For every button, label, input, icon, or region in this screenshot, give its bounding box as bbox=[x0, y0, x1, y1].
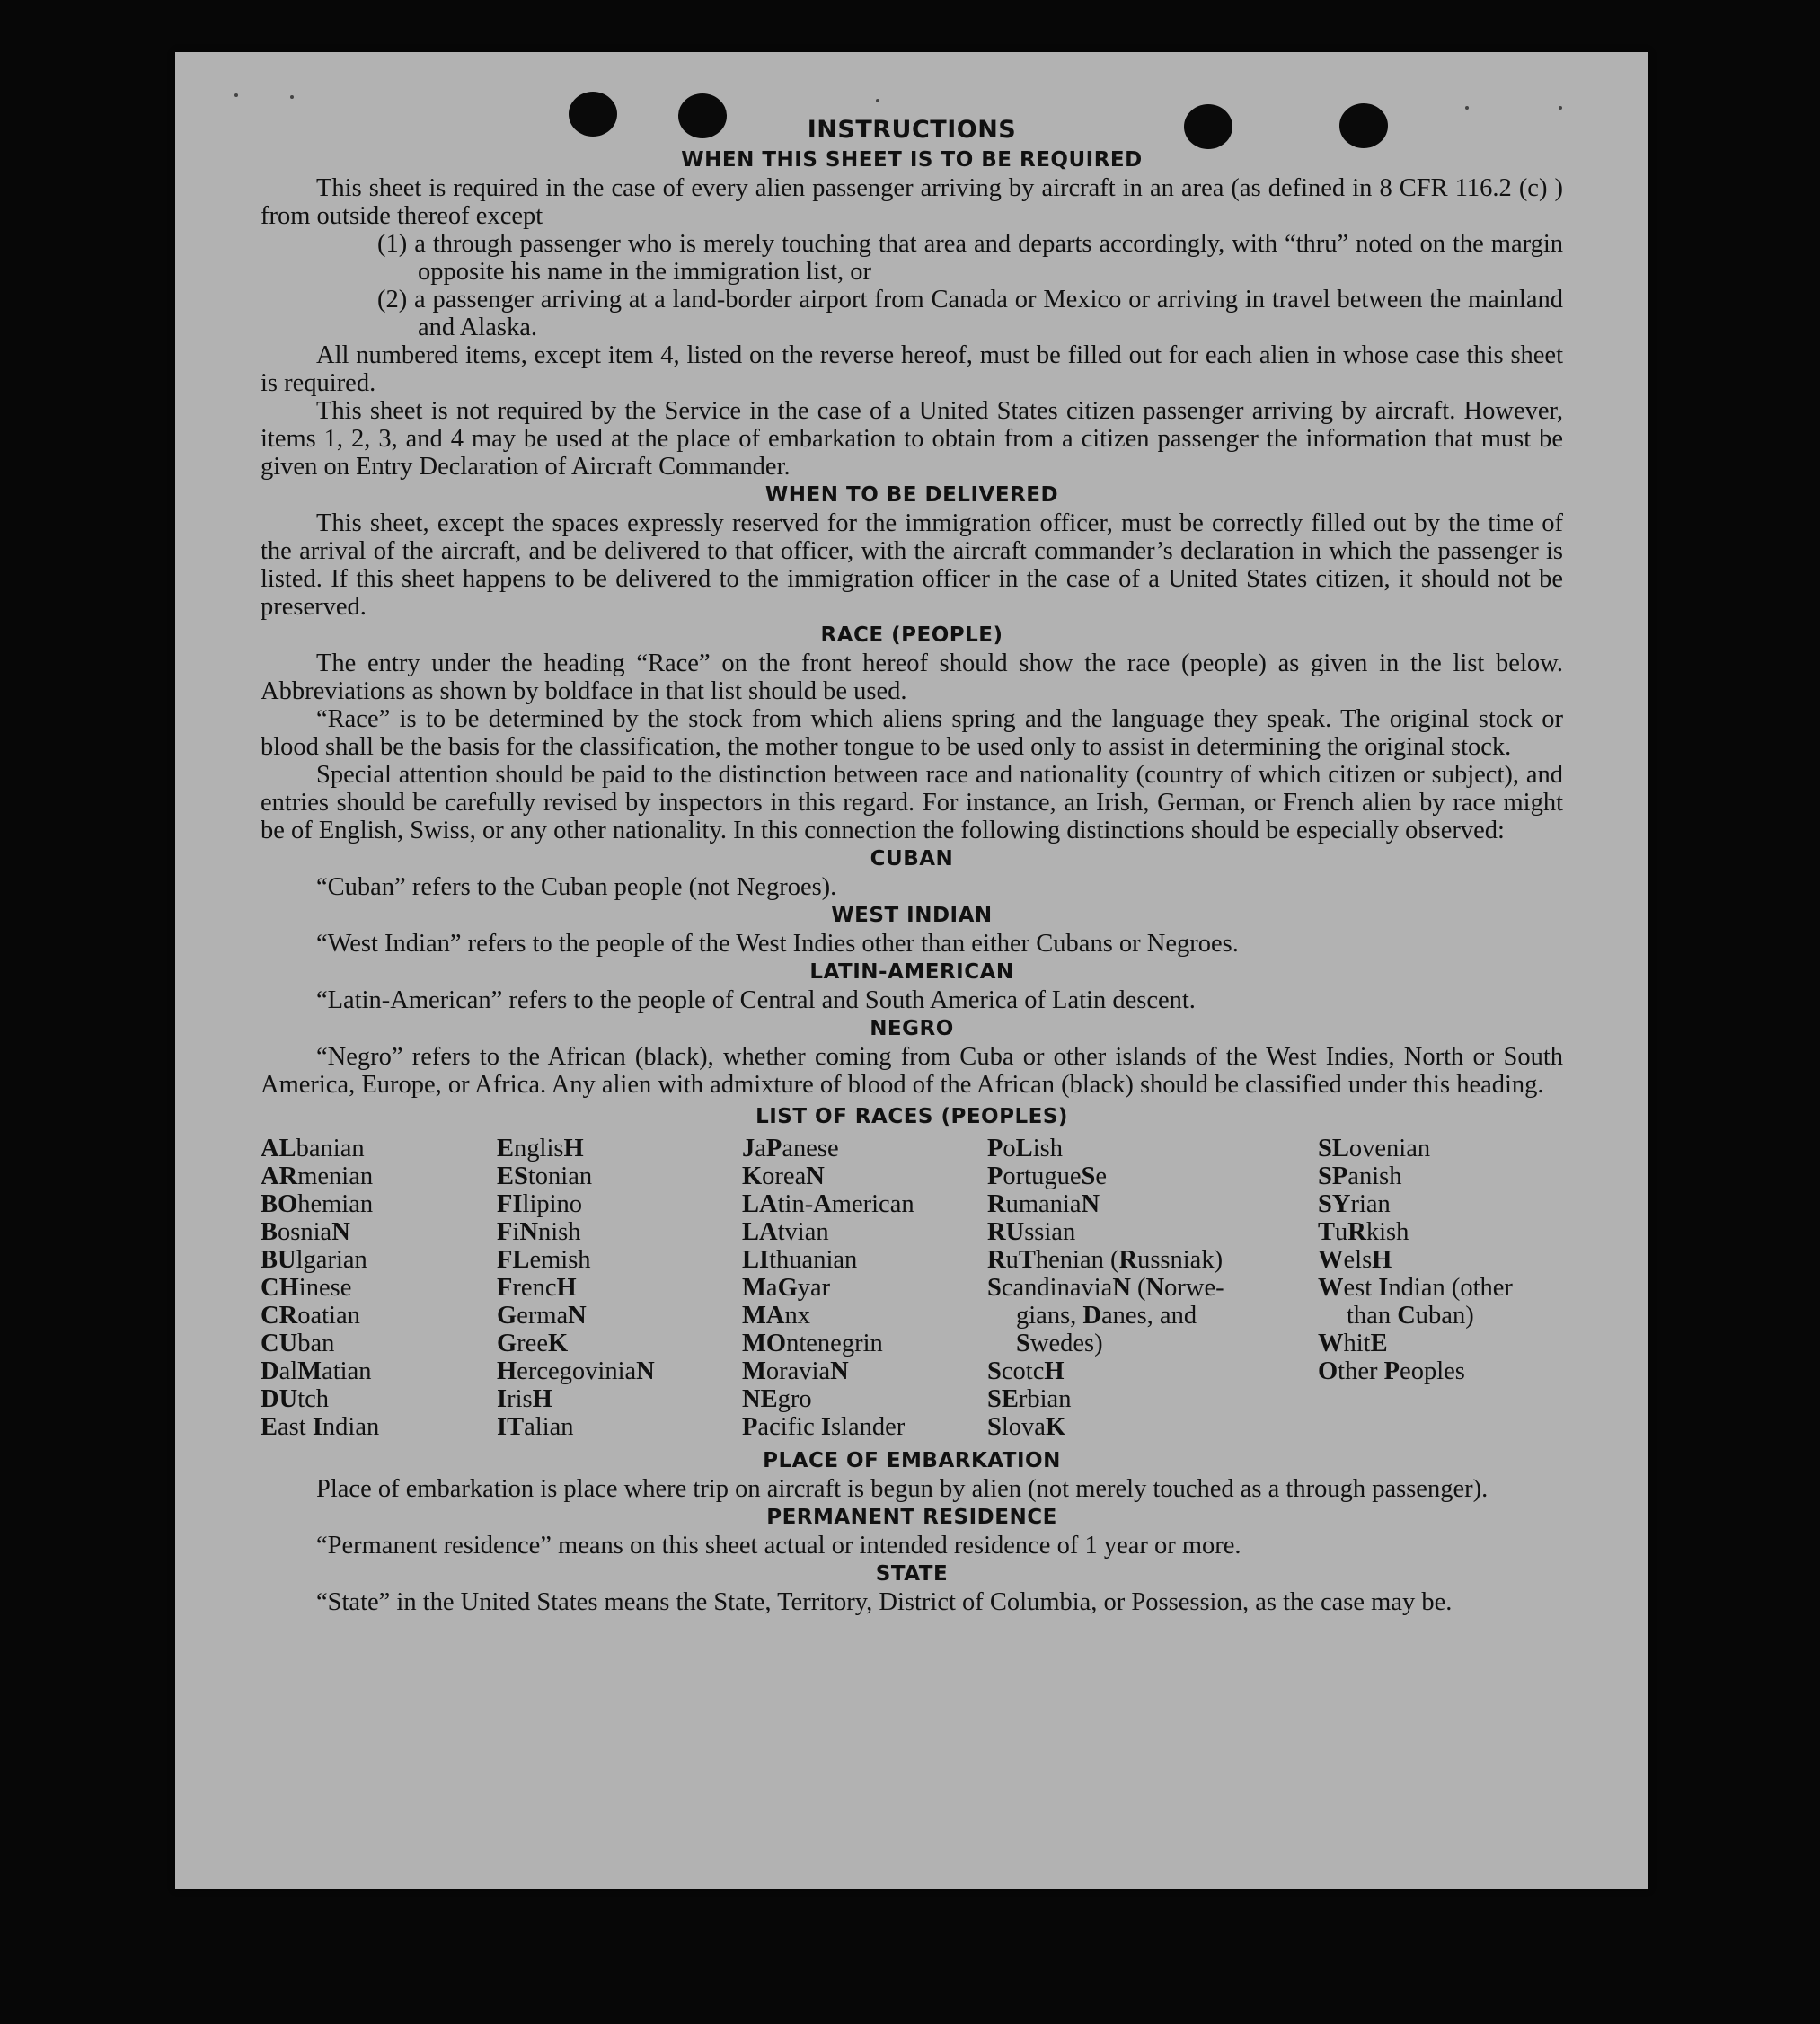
race-item-continuation: gians, Danes, and bbox=[1016, 1302, 1197, 1330]
race-item: FrencH bbox=[497, 1274, 577, 1302]
race-item: LAtin-American bbox=[742, 1190, 914, 1218]
race-item: DUtch bbox=[261, 1385, 330, 1413]
race-column bbox=[742, 1135, 987, 1441]
section-heading: PLACE OF EMBARKATION bbox=[763, 1449, 1061, 1472]
race-item: RUssian bbox=[987, 1218, 1076, 1246]
paragraph: This sheet is required in the case of every alien passenger arriving by aircraft in an area (as defined in 8 CFR 116.2 (c) ) from outside thereof except bbox=[261, 174, 1563, 230]
race-item: ScandinaviaN (Norwe- bbox=[987, 1274, 1224, 1302]
race-item: NEgro bbox=[742, 1385, 812, 1413]
race-item: EStonian bbox=[497, 1162, 593, 1190]
paragraph: Place of embarkation is place where trip on aircraft is begun by alien (not merely touched as a through passenger). bbox=[316, 1475, 1489, 1503]
paragraph: “Negro” refers to the African (black), whether coming from Cuba or other islands of the West Indies, North or South America, Europe, or Africa. Any alien with admixture of blood of the African (black) should be classified under this heading. bbox=[261, 1043, 1563, 1099]
paragraph: This sheet is not required by the Service in the case of a United States citizen passenger arriving by aircraft. However, items 1, 2, 3, and 4 may be used at the place of embarkation to obtain from a citizen passenger the information that must be given on Entry Declaration of Aircraft Commander. bbox=[261, 397, 1563, 481]
section-heading: STATE bbox=[875, 1562, 949, 1586]
race-column bbox=[987, 1135, 1318, 1441]
race-item: ARmenian bbox=[261, 1162, 374, 1190]
paragraph: “Race” is to be determined by the stock from which aliens spring and the language they speak. The original stock or blood shall be the basis for the classification, the mother tongue to be used only to assist in determining the original stock. bbox=[261, 705, 1563, 761]
speck bbox=[876, 99, 879, 102]
race-item: Other Peoples bbox=[1318, 1357, 1465, 1385]
race-column bbox=[497, 1135, 742, 1441]
race-item: WelsH bbox=[1318, 1246, 1392, 1274]
section-heading: RACE (PEOPLE) bbox=[820, 623, 1003, 647]
race-item: SlovaK bbox=[987, 1413, 1066, 1441]
race-item: SPanish bbox=[1318, 1162, 1402, 1190]
race-item: RuThenian (Russniak) bbox=[987, 1246, 1224, 1274]
instructions-content bbox=[261, 115, 1563, 1616]
race-item-continuation: than Cuban) bbox=[1347, 1302, 1474, 1330]
race-item: BOhemian bbox=[261, 1190, 374, 1218]
race-item: East Indian bbox=[261, 1413, 380, 1441]
race-item: IrisH bbox=[497, 1385, 552, 1413]
race-item: TuRkish bbox=[1318, 1218, 1409, 1246]
paragraph: All numbered items, except item 4, listed on the reverse hereof, must be filled out for each alien in whose case this sheet is required. bbox=[261, 341, 1563, 397]
section-heading: LIST OF RACES (PEOPLES) bbox=[755, 1105, 1068, 1128]
race-item: MOntenegrin bbox=[742, 1330, 883, 1357]
paragraph: “West Indian” refers to the people of the West Indies other than either Cubans or Negroes. bbox=[316, 930, 1239, 958]
race-item: PortugueSe bbox=[987, 1162, 1108, 1190]
race-item: DalMatian bbox=[261, 1357, 372, 1385]
race-item: West Indian (other bbox=[1318, 1274, 1513, 1302]
race-item: CHinese bbox=[261, 1274, 352, 1302]
race-item: RumaniaN bbox=[987, 1190, 1100, 1218]
race-item: WhitE bbox=[1318, 1330, 1388, 1357]
race-list bbox=[261, 1135, 1563, 1441]
race-item: SErbian bbox=[987, 1385, 1072, 1413]
race-item: FLemish bbox=[497, 1246, 591, 1274]
race-item: Pacific Islander bbox=[742, 1413, 906, 1441]
race-item: SYrian bbox=[1318, 1190, 1391, 1218]
paragraph: “Cuban” refers to the Cuban people (not Negroes). bbox=[316, 873, 837, 901]
paragraph: “Latin-American” refers to the people of Central and South America of Latin descent. bbox=[316, 986, 1196, 1014]
section-heading: PERMANENT RESIDENCE bbox=[766, 1506, 1057, 1529]
race-column bbox=[261, 1135, 497, 1441]
section-heading: WEST INDIAN bbox=[831, 904, 993, 927]
race-item: HercegoviniaN bbox=[497, 1357, 655, 1385]
section-heading: WHEN THIS SHEET IS TO BE REQUIRED bbox=[681, 148, 1143, 172]
race-item: MaGyar bbox=[742, 1274, 831, 1302]
paragraph: “State” in the United States means the State, Territory, District of Columbia, or Possession, as the case may be. bbox=[316, 1588, 1453, 1616]
page-title: INSTRUCTIONS bbox=[807, 116, 1017, 144]
speck bbox=[234, 93, 238, 97]
race-item: FIlipino bbox=[497, 1190, 583, 1218]
race-item: LAtvian bbox=[742, 1218, 829, 1246]
section-heading: NEGRO bbox=[870, 1017, 954, 1040]
race-item: ITalian bbox=[497, 1413, 574, 1441]
race-item: EnglisH bbox=[497, 1135, 584, 1162]
race-item: CUban bbox=[261, 1330, 335, 1357]
speck bbox=[1465, 106, 1469, 110]
list-item: (2) a passenger arriving at a land-border airport from Canada or Mexico or arriving in travel between the mainland and Alaska. bbox=[377, 286, 1563, 341]
race-item: GermaN bbox=[497, 1302, 587, 1330]
section-heading: LATIN-AMERICAN bbox=[809, 960, 1014, 984]
race-item: MAnx bbox=[742, 1302, 810, 1330]
race-item: FiNnish bbox=[497, 1218, 581, 1246]
section-heading: CUBAN bbox=[870, 847, 954, 871]
speck bbox=[1559, 106, 1562, 110]
race-item: GreeK bbox=[497, 1330, 569, 1357]
race-item-continuation: Swedes) bbox=[1016, 1330, 1103, 1357]
race-item: SLovenian bbox=[1318, 1135, 1431, 1162]
race-item: CRoatian bbox=[261, 1302, 360, 1330]
race-item: ScotcH bbox=[987, 1357, 1065, 1385]
paragraph: “Permanent residence” means on this sheet actual or intended residence of 1 year or more. bbox=[316, 1532, 1241, 1560]
race-item: PoLish bbox=[987, 1135, 1063, 1162]
list-item: (1) a through passenger who is merely touching that area and departs accordingly, with “thru” noted on the margin opposite his name in the immigration list, or bbox=[377, 230, 1563, 286]
section-heading: WHEN TO BE DELIVERED bbox=[764, 483, 1059, 507]
race-item: BUlgarian bbox=[261, 1246, 367, 1274]
race-item: JaPanese bbox=[742, 1135, 839, 1162]
race-item: BosniaN bbox=[261, 1218, 350, 1246]
document-page bbox=[175, 52, 1648, 1889]
speck bbox=[290, 95, 294, 99]
race-item: MoraviaN bbox=[742, 1357, 849, 1385]
race-item: LIthuanian bbox=[742, 1246, 858, 1274]
paragraph: This sheet, except the spaces expressly reserved for the immigration officer, must be correctly filled out by the time of the arrival of the aircraft, and be delivered to that officer, with the aircraft commander’s declaration in which the passenger is listed. If this sheet happens to be delivered to the immigration officer in the case of a United States citizen, it should not be preserved. bbox=[261, 509, 1563, 621]
race-item: KoreaN bbox=[742, 1162, 825, 1190]
paragraph: The entry under the heading “Race” on the front hereof should show the race (people) as given in the list below. Abbreviations as shown by boldface in that list should be used. bbox=[261, 650, 1563, 705]
race-column bbox=[1318, 1135, 1563, 1441]
paragraph: Special attention should be paid to the distinction between race and nationality (country of which citizen or subject), and entries should be carefully revised by inspectors in this regard. For instance, an Irish, German, or French alien by race might be of English, Swiss, or any other nationality. In this connection the following distinctions should be especially observed: bbox=[261, 761, 1563, 844]
race-item: ALbanian bbox=[261, 1135, 365, 1162]
